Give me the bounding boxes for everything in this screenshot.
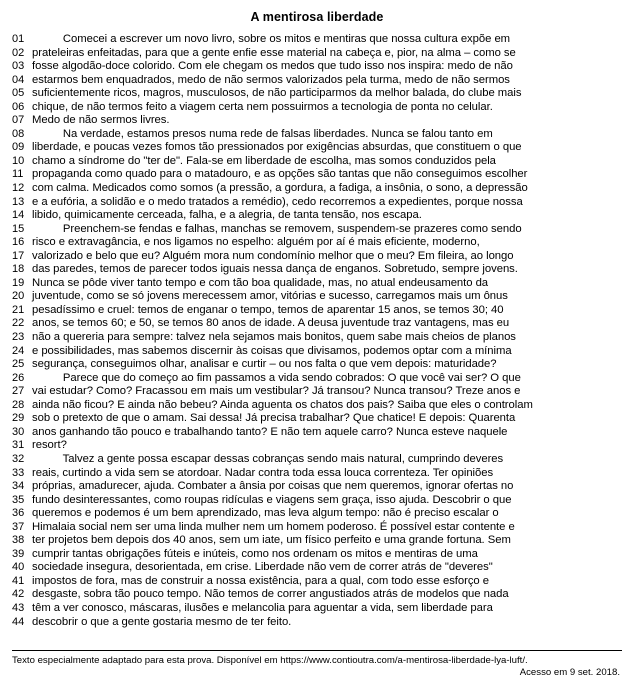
line-number: 38 — [12, 534, 25, 547]
text-line — [12, 277, 622, 291]
line-content: anos ganhando tão pouco e trabalhando tanto? E não tem aquele carro? Nunca esteve naquele — [32, 425, 508, 438]
line-content: sob o pretexto de que o amam. Sai dessa! Já precisa trabalhar? Que chatice! E depois: Quarenta — [32, 412, 516, 425]
text-line — [12, 467, 622, 481]
line-content: ter projetos bem depois dos 40 anos, sem um iate, um físico perfeito e uma grande fortuna. Sem — [32, 534, 511, 547]
line-number: 11 — [12, 168, 24, 181]
line-number: 09 — [12, 141, 25, 154]
text-line — [12, 114, 622, 128]
line-number: 10 — [12, 154, 25, 167]
line-content: propaganda como quado para o matadouro, e as opções são tantas que não conseguimos escolher — [32, 168, 528, 181]
line-number: 14 — [12, 209, 25, 222]
text-line — [12, 223, 622, 237]
line-content: desgaste, sobra tão pouco tempo. Não temos de correr angustiados atrás de modelos que nada — [32, 588, 509, 601]
text-line — [12, 345, 622, 359]
text-line — [12, 209, 622, 223]
line-number: 20 — [12, 290, 25, 303]
line-number: 28 — [12, 398, 25, 411]
line-number: 21 — [12, 303, 25, 316]
line-content: juventude, como se só jovens merecessem amor, vitórias e sucesso, carregamos mais um ônus — [32, 290, 508, 303]
line-content: têm a ver conosco, máscaras, ilusões e melancolia para aguentar a vida, sem liberdade para — [32, 601, 493, 614]
text-line — [12, 358, 622, 372]
text-line — [12, 155, 622, 169]
line-content: ainda não ficou? E ainda não bebeu? Ainda aguenta os chatos dos pais? Saiba que eles o controlam — [32, 398, 533, 411]
text-line — [12, 317, 622, 331]
line-content: liberdade, e poucas vezes fomos tão pressionados por exigências absurdas, que constituem o que — [32, 141, 522, 154]
line-content: Talvez a gente possa escapar dessas cobranças sendo mais natural, cumprindo deveres — [32, 452, 504, 465]
line-content: Himalaia social nem ser uma linda mulher nem um homem poderoso. É possível estar contente e — [32, 520, 515, 533]
text-line — [12, 548, 622, 562]
line-number: 30 — [12, 425, 25, 438]
line-number: 16 — [12, 236, 25, 249]
text-line — [12, 439, 622, 453]
line-content: anos, se temos 60; e 50, se temos 80 anos de idade. A deusa juventude traz vantagens, mas eu — [32, 317, 510, 330]
numbered-text-body — [12, 33, 622, 629]
text-line — [12, 575, 622, 589]
line-number: 39 — [12, 547, 25, 560]
text-line — [12, 304, 622, 318]
text-line — [12, 196, 622, 210]
text-line — [12, 480, 622, 494]
line-number: 23 — [12, 331, 25, 344]
line-content: com calma. Medicados como somos (a pressão, a gordura, a fadiga, a insônia, o sono, a depressão — [32, 182, 528, 195]
line-content: valorizado e belo que eu? Alguém mora num condomínio melhor que o meu? Em fileira, ao longo — [32, 249, 514, 262]
line-number: 05 — [12, 87, 25, 100]
text-line — [12, 74, 622, 88]
line-number: 01 — [12, 33, 25, 45]
line-content: Preenchem-se fendas e falhas, manchas se removem, suspendem-se prazeres como sendo — [32, 222, 522, 235]
line-content: pesadíssimo e cruel: temos de enganar o tempo, temos de aparentar 15 anos, se temos 30; 40 — [32, 303, 504, 316]
text-line — [12, 101, 622, 115]
text-line — [12, 33, 622, 47]
source-attribution — [12, 650, 622, 679]
line-number: 44 — [12, 615, 25, 628]
text-line — [12, 60, 622, 74]
line-content: reais, curtindo a vida sem se atordoar. Nadar contra toda essa louca correnteza. Ter opiniões — [32, 466, 494, 479]
text-line — [12, 47, 622, 61]
line-content: prateleiras enfeitadas, para que a gente enfie esse material na cabeça e, pior, na alma – como se — [32, 46, 516, 59]
line-content: fundo desinteressantes, como roupas ridículas e viagens sem graça, isso ajuda. Descobrir o que — [32, 493, 512, 506]
line-number: 29 — [12, 412, 25, 425]
line-content: vai estudar? Como? Fracassou em mais um vestibular? Já transou? Nunca transou? Treze anos e — [32, 385, 521, 398]
text-line — [12, 561, 622, 575]
line-number: 19 — [12, 276, 25, 289]
line-content: Nunca se pôde viver tanto tempo e com tão boa qualidade, mas, no atual endeusamento da — [32, 276, 489, 289]
text-line — [12, 168, 622, 182]
text-line — [12, 236, 622, 250]
line-number: 34 — [12, 480, 25, 493]
line-number: 32 — [12, 452, 25, 465]
line-number: 37 — [12, 520, 25, 533]
line-content: Na verdade, estamos presos numa rede de falsas liberdades. Nunca se falou tanto em — [32, 127, 493, 140]
line-content: fosse algodão-doce colorido. Com ele chegam os medos que tudo isso nos inspira: medo de não — [32, 60, 513, 73]
text-line — [12, 372, 622, 386]
text-line — [12, 290, 622, 304]
line-content: Medo de não sermos livres. — [32, 114, 170, 127]
line-number: 12 — [12, 182, 25, 195]
line-number: 07 — [12, 114, 25, 127]
line-number: 36 — [12, 507, 25, 520]
line-number: 02 — [12, 46, 25, 59]
text-line — [12, 588, 622, 602]
line-content: risco e extravagância, e nos ligamos no espelho: alguém por aí é mais eficiente, moderno, — [32, 236, 480, 249]
text-line — [12, 534, 622, 548]
page-title: A mentirosa liberdade — [250, 10, 384, 24]
line-content: Parece que do começo ao fim passamos a vida sendo cobrados: O que você vai ser? O que — [32, 371, 521, 384]
line-content: chique, de não termos feito a viagem certa nem possuirmos a tecnologia de ponta no celular. — [32, 100, 493, 113]
text-line — [12, 182, 622, 196]
line-number: 15 — [12, 222, 25, 235]
line-number: 18 — [12, 263, 25, 276]
text-line — [12, 602, 622, 616]
line-content: impostos de fora, mas de construir a nossa existência, para a qual, com todo esse esforço e — [32, 574, 489, 587]
text-line — [12, 521, 622, 535]
source-access-date: Acesso em 9 set. 2018. — [519, 667, 620, 678]
text-line — [12, 412, 622, 426]
line-content: chamo a síndrome do "ter de". Fala-se em liberdade de escolha, mas somos conduzidos pela — [32, 154, 496, 167]
source-reference-text: Texto especialmente adaptado para esta prova. Disponível em https://www.contioutra.com/a-mentirosa-liberdade-lya-luft/. — [12, 655, 528, 666]
line-content: e possibilidades, mas sabemos discernir às coisas que divisamos, podemos optar com a mínima — [32, 344, 512, 357]
text-line — [12, 507, 622, 521]
line-content: próprias, amadurecer, ajuda. Combater a ânsia por coisas que nem queremos, ignorar ofertas no — [32, 480, 514, 493]
line-number: 17 — [12, 249, 25, 262]
line-number: 42 — [12, 588, 25, 601]
line-content: suficientemente ricos, magros, musculosos, de não participarmos da melhor balada, do clube mais — [32, 87, 522, 100]
line-content: sociedade insegura, desorientada, em crise. Liberdade não vem de correr atrás de "deveres" — [32, 561, 493, 574]
line-content: libido, quimicamente cerceada, falha, e a alegria, de tanta tensão, nos escapa. — [32, 209, 422, 222]
line-content: e a eufória, a solidão e o medo tratados a remédio), cedo recorremos a expedientes, porque nossa — [32, 195, 523, 208]
text-line — [12, 128, 622, 142]
line-content: segurança, conseguimos olhar, analisar e curtir – ou nos falta o que vem depois: maturidade? — [32, 358, 497, 371]
line-number: 40 — [12, 561, 25, 574]
line-number: 08 — [12, 127, 25, 140]
text-line — [12, 399, 622, 413]
line-number: 03 — [12, 60, 25, 73]
text-line — [12, 87, 622, 101]
line-number: 35 — [12, 493, 25, 506]
line-number: 25 — [12, 358, 25, 371]
text-line — [12, 616, 622, 630]
text-line — [12, 331, 622, 345]
text-line — [12, 494, 622, 508]
line-number: 24 — [12, 344, 25, 357]
line-content: Comecei a escrever um novo livro, sobre os mitos e mentiras que nossa cultura expõe em — [32, 33, 511, 45]
line-content: não a quereria para sempre: talvez nela sejamos mais bonitos, quem sabe mais cheios de planos — [32, 331, 516, 344]
line-content: resort? — [32, 439, 67, 452]
text-line — [12, 453, 622, 467]
line-number: 13 — [12, 195, 25, 208]
text-line — [12, 250, 622, 264]
text-line — [12, 426, 622, 440]
line-number: 27 — [12, 385, 25, 398]
line-number: 33 — [12, 466, 25, 479]
text-line — [12, 263, 622, 277]
line-number: 26 — [12, 371, 25, 384]
text-line — [12, 141, 622, 155]
text-line — [12, 385, 622, 399]
line-content: estarmos bem enquadrados, medo de não sermos valorizados pela turma, medo de não sermos — [32, 73, 510, 86]
line-content: queremos e podemos é um bem aprendizado, mas leva algum tempo: não é preciso escalar o — [32, 507, 499, 520]
line-number: 06 — [12, 100, 25, 113]
line-content: das paredes, temos de parecer todos iguais nessa dança de enganos. Sobretudo, sempre jovens. — [32, 263, 518, 276]
line-content: descobrir o que a gente gostaria mesmo de ter feito. — [32, 615, 292, 628]
line-number: 22 — [12, 317, 25, 330]
line-number: 31 — [12, 439, 25, 452]
line-content: cumprir tantas obrigações fúteis e inúteis, como nos ordenam os mitos e mentiras de uma — [32, 547, 478, 560]
line-number: 43 — [12, 601, 25, 614]
line-number: 04 — [12, 73, 25, 86]
line-number: 41 — [12, 574, 25, 587]
